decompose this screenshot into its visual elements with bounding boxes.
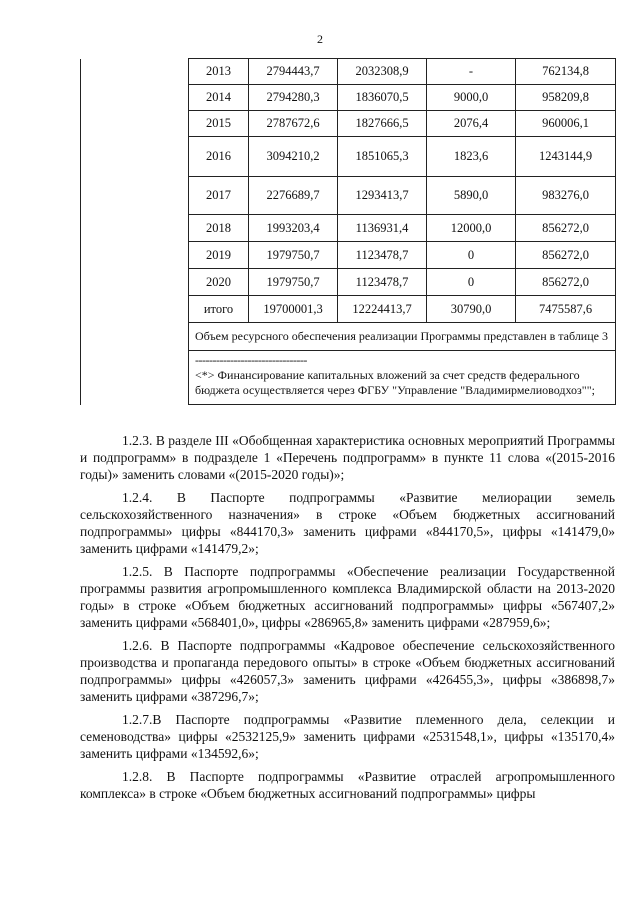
- table-cell: 1851065,3: [338, 137, 427, 177]
- footnote-text: <*> Финансирование капитальных вложений за счет средств федерального бюджета осуществляется через ФГБУ "Управление "Владимирмелиоводхоз"";: [195, 368, 595, 397]
- table-cell: 0: [427, 242, 516, 269]
- table-cell: 2018: [189, 215, 249, 242]
- table-cell: 3094210,2: [249, 137, 338, 177]
- table-cell: 2013: [189, 59, 249, 85]
- table-cell: 5890,0: [427, 177, 516, 215]
- table-cell: 9000,0: [427, 85, 516, 111]
- table-cell: 2017: [189, 177, 249, 215]
- table-cell: 12000,0: [427, 215, 516, 242]
- table-cell: 1836070,5: [338, 85, 427, 111]
- table-cell: 1827666,5: [338, 111, 427, 137]
- table-note-resources: Объем ресурсного обеспечения реализации Программы представлен в таблице 3: [189, 323, 616, 351]
- paragraph-1-2-7: 1.2.7.В Паспорте подпрограммы «Развитие племенного дела, селекции и семеноводства» цифры «2532125,9» заменить цифрами «2531548,1», цифры «135170,4» заменить цифрами «134592,6»;: [80, 712, 615, 761]
- funding-table: [80, 58, 616, 405]
- page-number: 2: [317, 32, 323, 46]
- table-cell: 2020: [189, 269, 249, 296]
- table-cell: 856272,0: [516, 215, 616, 242]
- table-cell: 1136931,4: [338, 215, 427, 242]
- table-cell: 2032308,9: [338, 59, 427, 85]
- table-cell: 762134,8: [516, 59, 616, 85]
- table-cell: 1293413,7: [338, 177, 427, 215]
- table-cell: 7475587,6: [516, 296, 616, 323]
- paragraph-1-2-5: 1.2.5. В Паспорте подпрограммы «Обеспечение реализации Государственной программы развития агропромышленного комплекса Владимирской области на 2013-2020 годы» в строке «Объем бюджетных ассигнований подпрограммы» цифры «567407,2» заменить цифрами «568401,0», цифры «286965,8» заменить цифрами «287959,6»;: [80, 564, 615, 630]
- table-note-footnote: [189, 351, 616, 405]
- table-cell: 960006,1: [516, 111, 616, 137]
- table-cell: 2019: [189, 242, 249, 269]
- left-blank-cell: [81, 323, 189, 405]
- table-cell: 983276,0: [516, 177, 616, 215]
- table-cell: 1123478,7: [338, 269, 427, 296]
- table-cell: -: [427, 59, 516, 85]
- table-cell: 1993203,4: [249, 215, 338, 242]
- paragraph-1-2-6: 1.2.6. В Паспорте подпрограммы «Кадровое обеспечение сельскохозяйственного производства и пропаганда передового опыты» в строке «Объем бюджетных ассигнований подпрограммы» цифры «426057,3» заменить цифрами «426455,3», цифры «386898,7» заменить цифрами «387296,7»;: [80, 638, 615, 704]
- table-cell: 2794280,3: [249, 85, 338, 111]
- amendments-text: [80, 432, 615, 804]
- table-note-row: [81, 323, 616, 351]
- table-cell: 0: [427, 269, 516, 296]
- paragraph-1-2-4: 1.2.4. В Паспорте подпрограммы «Развитие мелиорации земель сельскохозяйственного назначения» в строке «Объем бюджетных ассигнований подпрограммы» цифры «844170,3» заменить цифрами «844170,5», цифры «141479,0» заменить цифрами «141479,2»;: [80, 490, 615, 556]
- paragraph-1-2-3: 1.2.3. В разделе III «Обобщенная характеристика основных мероприятий Программы и подпрограмм» в подразделе 1 «Перечень подпрограмм» в пункте 11 слова «(2015-2016 годы)» заменить словами «(2015-2020 годы)»;: [80, 433, 615, 482]
- table-cell: 2015: [189, 111, 249, 137]
- table-cell: 2794443,7: [249, 59, 338, 85]
- table-cell: 1979750,7: [249, 269, 338, 296]
- table-cell: 2276689,7: [249, 177, 338, 215]
- table-cell: 1243144,9: [516, 137, 616, 177]
- table-cell: 12224413,7: [338, 296, 427, 323]
- table-cell: 2076,4: [427, 111, 516, 137]
- table-cell: итого: [189, 296, 249, 323]
- table-cell: 1979750,7: [249, 242, 338, 269]
- footnote-separator: --------------------------------: [195, 353, 307, 367]
- left-blank-cell: [81, 59, 189, 323]
- table-cell: 856272,0: [516, 242, 616, 269]
- table-row: [81, 59, 616, 85]
- table-cell: 2787672,6: [249, 111, 338, 137]
- table-cell: 1823,6: [427, 137, 516, 177]
- table-cell: 30790,0: [427, 296, 516, 323]
- table-cell: 1123478,7: [338, 242, 427, 269]
- table-cell: 856272,0: [516, 269, 616, 296]
- table-cell: 958209,8: [516, 85, 616, 111]
- table-cell: 2014: [189, 85, 249, 111]
- table-cell: 19700001,3: [249, 296, 338, 323]
- table-cell: 2016: [189, 137, 249, 177]
- paragraph-1-2-8: 1.2.8. В Паспорте подпрограммы «Развитие отраслей агропромышленного комплекса» в строке «Объем бюджетных ассигнований подпрограммы» цифры: [80, 769, 615, 801]
